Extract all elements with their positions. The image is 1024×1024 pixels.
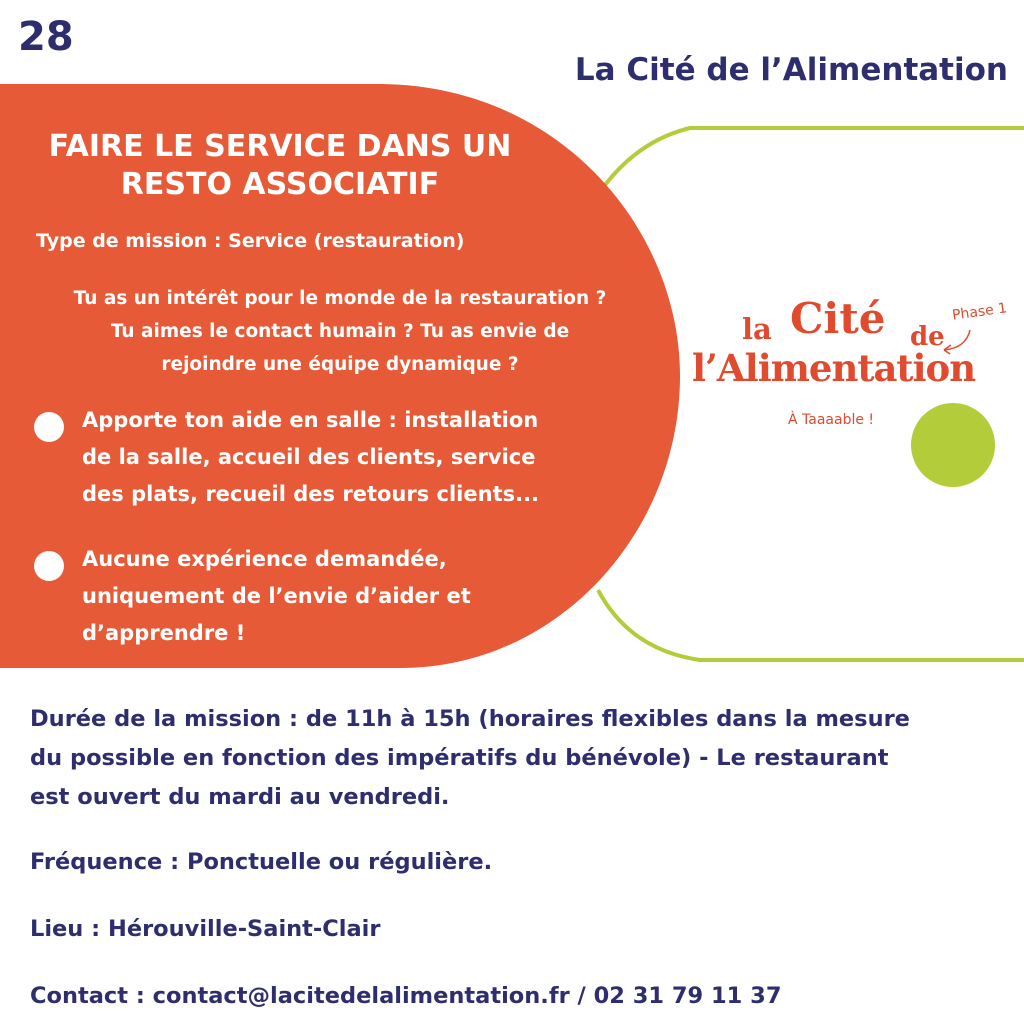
logo-word-alimentation: l’Alimentation bbox=[692, 346, 976, 390]
frequency-text: Fréquence : Ponctuelle ou régulière. bbox=[30, 849, 493, 875]
bullet-text: Aucune expérience demandée, uniquement de l’envie d’aider et d’apprendre ! bbox=[82, 547, 471, 645]
bullet-item bbox=[34, 541, 594, 652]
bullet-item bbox=[34, 402, 594, 513]
logo-word-cite: Cité bbox=[790, 294, 886, 343]
card-title bbox=[0, 128, 560, 204]
intro-line: rejoindre une équipe dynamique ? bbox=[161, 354, 519, 375]
duration-line: Durée de la mission : de 11h à 15h (horaires flexibles dans la mesure bbox=[30, 706, 910, 732]
intro-text bbox=[30, 282, 650, 381]
logo-word-de: de bbox=[910, 322, 945, 352]
logo-phase-label: Phase 1 bbox=[951, 300, 1009, 324]
bullet-dot-icon bbox=[34, 412, 64, 442]
cite-alimentation-logo bbox=[690, 294, 1020, 450]
card-title-line: RESTO ASSOCIATIF bbox=[120, 167, 440, 202]
bullet-dot-icon bbox=[34, 551, 64, 581]
curved-arrow-icon bbox=[936, 326, 976, 356]
bullet-list bbox=[34, 402, 594, 680]
duration-text bbox=[30, 700, 990, 817]
bullet-text: Apporte ton aide en salle : installation de la salle, accueil des clients, service des plats, recueil des retours clients... bbox=[82, 408, 540, 506]
header-title: La Cité de l’Alimentation bbox=[574, 52, 1008, 88]
mission-type: Type de mission : Service (restauration) bbox=[36, 230, 465, 252]
contact-text: Contact : contact@lacitedelalimentation.fr / 02 31 79 11 37 bbox=[30, 983, 782, 1009]
details-section bbox=[30, 700, 990, 1016]
duration-line: du possible en fonction des impératifs du bénévole) - Le restaurant bbox=[30, 745, 889, 771]
logo-word-la: la bbox=[742, 312, 772, 346]
duration-line: est ouvert du mardi au vendredi. bbox=[30, 784, 450, 810]
logo-tagline: À Taaaable ! bbox=[788, 412, 875, 428]
location-text: Lieu : Hérouville-Saint-Clair bbox=[30, 916, 381, 942]
page-number: 28 bbox=[18, 14, 74, 60]
card-title-line: FAIRE LE SERVICE DANS UN bbox=[48, 129, 512, 164]
intro-line: Tu aimes le contact humain ? Tu as envie de bbox=[110, 321, 570, 342]
intro-line: Tu as un intérêt pour le monde de la restauration ? bbox=[73, 288, 607, 309]
